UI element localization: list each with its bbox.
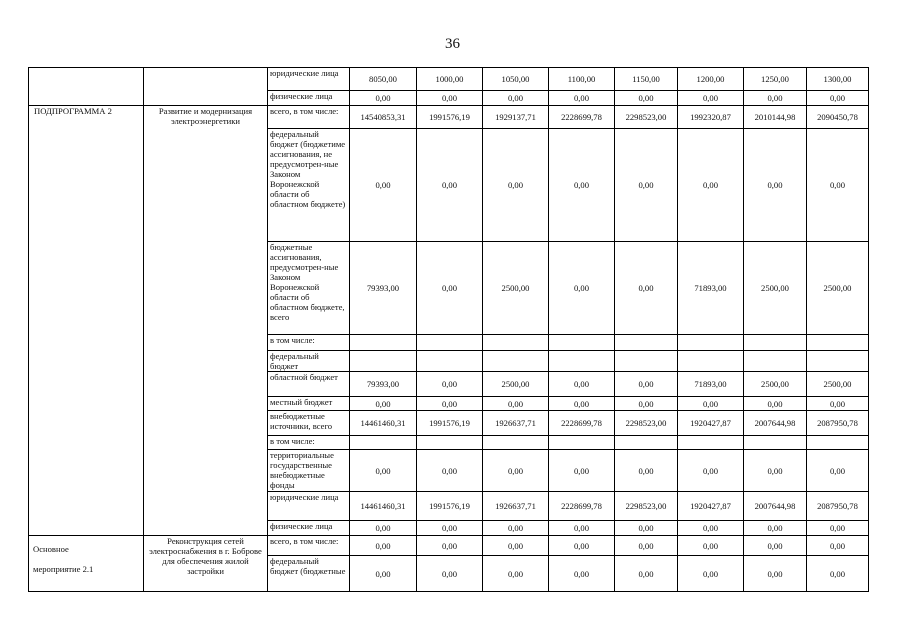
value-cell: 1920427,87 <box>678 492 744 521</box>
value-cell: 0,00 <box>807 556 869 592</box>
value-cell: 2228699,78 <box>549 411 615 436</box>
row-label: в том числе: <box>268 335 350 351</box>
value-cell: 0,00 <box>417 450 483 492</box>
value-cell: 0,00 <box>483 556 549 592</box>
value-cell: 1992320,87 <box>678 106 744 129</box>
value-cell: 71893,00 <box>678 372 744 397</box>
value-cell: 1926637,71 <box>483 492 549 521</box>
value-cell: 0,00 <box>350 556 417 592</box>
value-cell <box>483 335 549 351</box>
row-label: физические лица <box>268 521 350 536</box>
value-cell: 0,00 <box>549 242 615 335</box>
value-cell: 1991576,19 <box>417 492 483 521</box>
row-label: федеральный бюджет (бюджетиме ассигнования, не предусмотрен-ные Законом Воронежской области об областном бюджете) <box>268 129 350 242</box>
value-cell: 1050,00 <box>483 68 549 91</box>
value-cell <box>744 436 807 450</box>
value-cell: 8050,00 <box>350 68 417 91</box>
row-label: внебюджетные источники, всего <box>268 411 350 436</box>
row-label: федеральный бюджет (бюджетные <box>268 556 350 592</box>
value-cell: 14461460,31 <box>350 411 417 436</box>
table-row <box>29 536 869 556</box>
value-cell: 2500,00 <box>483 372 549 397</box>
value-cell: 0,00 <box>417 242 483 335</box>
value-cell <box>483 436 549 450</box>
value-cell: 2298523,00 <box>615 411 678 436</box>
value-cell: 0,00 <box>744 397 807 411</box>
value-cell: 0,00 <box>549 397 615 411</box>
value-cell <box>417 351 483 372</box>
value-cell: 1100,00 <box>549 68 615 91</box>
value-cell: 0,00 <box>483 521 549 536</box>
value-cell: 0,00 <box>807 91 869 106</box>
value-cell: 2500,00 <box>744 242 807 335</box>
value-cell: 0,00 <box>678 521 744 536</box>
value-cell: 0,00 <box>807 129 869 242</box>
value-cell <box>807 436 869 450</box>
row-label: местный бюджет <box>268 397 350 411</box>
value-cell: 0,00 <box>615 450 678 492</box>
value-cell: 71893,00 <box>678 242 744 335</box>
value-cell: 0,00 <box>678 536 744 556</box>
value-cell: 1926637,71 <box>483 411 549 436</box>
value-cell: 0,00 <box>678 397 744 411</box>
value-cell: 2087950,78 <box>807 411 869 436</box>
value-cell: 0,00 <box>350 397 417 411</box>
value-cell: 2500,00 <box>744 372 807 397</box>
value-cell: 2500,00 <box>807 242 869 335</box>
measure-name-text: Реконструкция сетей электроснабжения в г. Боброве для обеспечения жилой застройки <box>149 536 262 576</box>
measure-label-line1: Основное <box>33 544 69 554</box>
subprogram-name <box>144 106 268 536</box>
value-cell: 2500,00 <box>807 372 869 397</box>
value-cell: 79393,00 <box>350 242 417 335</box>
value-cell: 0,00 <box>744 91 807 106</box>
value-cell <box>615 436 678 450</box>
value-cell: 0,00 <box>615 91 678 106</box>
value-cell <box>350 335 417 351</box>
row-label: областной бюджет <box>268 372 350 397</box>
value-cell <box>549 436 615 450</box>
value-cell: 0,00 <box>549 450 615 492</box>
value-cell <box>549 335 615 351</box>
value-cell: 2298523,00 <box>615 106 678 129</box>
value-cell: 0,00 <box>549 372 615 397</box>
budget-table <box>28 67 869 592</box>
value-cell <box>615 351 678 372</box>
value-cell: 0,00 <box>615 129 678 242</box>
value-cell: 0,00 <box>744 536 807 556</box>
value-cell: 0,00 <box>417 536 483 556</box>
value-cell: 0,00 <box>417 129 483 242</box>
value-cell: 0,00 <box>678 129 744 242</box>
value-cell: 0,00 <box>549 521 615 536</box>
subprogram-label <box>29 106 144 536</box>
value-cell: 14540853,31 <box>350 106 417 129</box>
program-name-cell <box>144 68 268 106</box>
value-cell: 0,00 <box>549 536 615 556</box>
row-label: федеральный бюджет <box>268 351 350 372</box>
value-cell: 0,00 <box>549 91 615 106</box>
value-cell <box>807 351 869 372</box>
value-cell: 2298523,00 <box>615 492 678 521</box>
value-cell: 0,00 <box>744 521 807 536</box>
value-cell: 2090450,78 <box>807 106 869 129</box>
value-cell: 1991576,19 <box>417 411 483 436</box>
value-cell: 1991576,19 <box>417 106 483 129</box>
value-cell <box>417 335 483 351</box>
value-cell: 1300,00 <box>807 68 869 91</box>
measure-name <box>144 536 268 592</box>
program-cell <box>29 68 144 106</box>
value-cell: 0,00 <box>615 536 678 556</box>
value-cell: 0,00 <box>615 556 678 592</box>
value-cell: 0,00 <box>417 521 483 536</box>
value-cell: 0,00 <box>417 372 483 397</box>
value-cell: 2007644,98 <box>744 411 807 436</box>
value-cell: 0,00 <box>807 536 869 556</box>
measure-label-line2: мероприятие 2.1 <box>33 564 94 574</box>
value-cell: 0,00 <box>350 536 417 556</box>
value-cell: 0,00 <box>483 397 549 411</box>
value-cell: 0,00 <box>615 521 678 536</box>
value-cell: 0,00 <box>549 129 615 242</box>
row-label: территориальные государственные внебюджетные фонды <box>268 450 350 492</box>
value-cell: 1250,00 <box>744 68 807 91</box>
value-cell: 0,00 <box>350 450 417 492</box>
value-cell: 0,00 <box>615 242 678 335</box>
row-label: всего, в том числе: <box>268 536 350 556</box>
value-cell: 2228699,78 <box>549 492 615 521</box>
value-cell: 2087950,78 <box>807 492 869 521</box>
value-cell: 14461460,31 <box>350 492 417 521</box>
value-cell: 0,00 <box>483 91 549 106</box>
table-row <box>29 68 869 91</box>
value-cell <box>678 436 744 450</box>
value-cell: 2228699,78 <box>549 106 615 129</box>
value-cell <box>483 351 549 372</box>
value-cell <box>678 351 744 372</box>
value-cell: 0,00 <box>483 536 549 556</box>
row-label: физические лица <box>268 91 350 106</box>
row-label: в том числе: <box>268 436 350 450</box>
value-cell <box>549 351 615 372</box>
value-cell: 2007644,98 <box>744 492 807 521</box>
value-cell: 79393,00 <box>350 372 417 397</box>
value-cell: 0,00 <box>350 91 417 106</box>
row-label: юридические лица <box>268 492 350 521</box>
page-number: 36 <box>445 36 460 52</box>
row-label: всего, в том числе: <box>268 106 350 129</box>
measure-label <box>29 536 144 592</box>
row-label: бюджетные ассигнования, предусмотрен-ные Законом Воронежской области об областном бюджете, всего <box>268 242 350 335</box>
value-cell: 0,00 <box>615 372 678 397</box>
value-cell: 0,00 <box>807 521 869 536</box>
value-cell: 0,00 <box>417 91 483 106</box>
value-cell: 0,00 <box>417 556 483 592</box>
value-cell: 0,00 <box>744 450 807 492</box>
value-cell <box>350 351 417 372</box>
value-cell: 0,00 <box>678 91 744 106</box>
value-cell: 0,00 <box>615 397 678 411</box>
value-cell <box>744 335 807 351</box>
value-cell: 0,00 <box>807 450 869 492</box>
value-cell: 0,00 <box>744 129 807 242</box>
value-cell <box>350 436 417 450</box>
value-cell <box>807 335 869 351</box>
table-row <box>29 106 869 129</box>
value-cell: 0,00 <box>350 129 417 242</box>
value-cell: 0,00 <box>350 521 417 536</box>
value-cell <box>678 335 744 351</box>
value-cell: 1920427,87 <box>678 411 744 436</box>
value-cell: 1929137,71 <box>483 106 549 129</box>
table-body <box>29 68 869 592</box>
value-cell: 2500,00 <box>483 242 549 335</box>
value-cell: 0,00 <box>807 397 869 411</box>
subprogram-label-text: ПОДПРОГРАММА 2 <box>34 106 112 116</box>
value-cell: 0,00 <box>744 556 807 592</box>
value-cell <box>417 436 483 450</box>
value-cell: 0,00 <box>678 450 744 492</box>
row-label: юридические лица <box>268 68 350 91</box>
value-cell: 2010144,98 <box>744 106 807 129</box>
value-cell: 0,00 <box>483 129 549 242</box>
value-cell: 0,00 <box>483 450 549 492</box>
value-cell: 1150,00 <box>615 68 678 91</box>
value-cell: 0,00 <box>678 556 744 592</box>
value-cell <box>615 335 678 351</box>
value-cell: 0,00 <box>417 397 483 411</box>
value-cell: 0,00 <box>549 556 615 592</box>
value-cell: 1200,00 <box>678 68 744 91</box>
value-cell <box>744 351 807 372</box>
subprogram-name-text: Развитие и модернизация электроэнергетики <box>158 106 253 126</box>
value-cell: 1000,00 <box>417 68 483 91</box>
